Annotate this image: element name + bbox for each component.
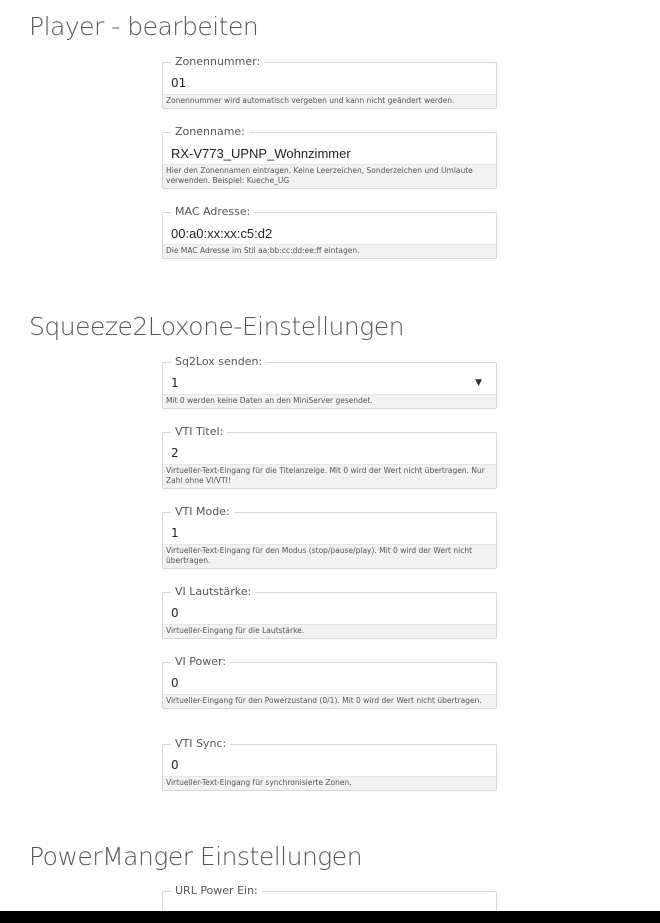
vi-power-help: Virtueller-Eingang für den Powerzustand (0/1). Mit 0 wird der Wert nicht übertragen.	[163, 694, 496, 708]
sq2lox-send-select[interactable]	[162, 355, 497, 409]
vti-title-input[interactable]: 2	[171, 446, 179, 460]
vti-sync-input[interactable]: 0	[171, 758, 179, 772]
mac-address-help: Die MAC Adresse im Stil aa:bb:cc:dd:ee:ff eintagen.	[163, 244, 496, 258]
vti-sync-label: VTI Sync:	[171, 737, 230, 751]
url-power-on-label: URL Power Ein:	[171, 884, 262, 898]
vti-mode-label: VTI Mode:	[171, 505, 234, 519]
zone-number-input[interactable]: 01	[171, 76, 187, 90]
vti-sync-help: Virtueller-Text-Eingang für synchronisierte Zonen.	[163, 776, 496, 790]
vti-title-label: VTI Titel:	[171, 425, 227, 439]
zone-name-help: Hier den Zonennamen eintragen. Keine Leerzeichen, Sonderzeichen und Umlaute verwenden. Beispiel: Kueche_UG	[163, 164, 496, 188]
zone-name-label: Zonenname:	[171, 125, 249, 139]
vti-sync-field[interactable]	[162, 737, 497, 791]
mac-address-field[interactable]	[162, 205, 497, 259]
section-title-player: Player - bearbeiten	[29, 12, 259, 41]
sq2lox-send-value[interactable]: 1	[171, 376, 179, 390]
vi-volume-label: VI Lautstärke:	[171, 585, 255, 599]
sq2lox-send-help: Mit 0 werden keine Daten an den MiniServer gesendet.	[163, 394, 496, 408]
sq2lox-send-label: Sq2Lox senden:	[171, 355, 266, 369]
vi-power-field[interactable]	[162, 655, 497, 709]
vti-title-help: Virtueller-Text-Eingang für die Titelanzeige. Mit 0 wird der Wert nicht übertragen. Nur Zahl ohne VI/VTI!	[163, 464, 496, 488]
vi-volume-help: Virtueller-Eingang für die Lautstärke.	[163, 624, 496, 638]
vi-power-label: VI Power:	[171, 655, 230, 669]
zone-name-input[interactable]: RX-V773_UPNP_Wohnzimmer	[171, 146, 351, 161]
vi-volume-input[interactable]: 0	[171, 606, 179, 620]
mac-address-input[interactable]: 00:a0:xx:xx:c5:d2	[171, 226, 273, 241]
vti-mode-field[interactable]	[162, 505, 497, 569]
zone-number-help: Zonennummer wird automatisch vergeben und kann nicht geändert werden.	[163, 94, 496, 108]
vi-volume-field[interactable]	[162, 585, 497, 639]
zone-number-label: Zonennummer:	[171, 55, 264, 69]
section-title-power: PowerManger Einstellungen	[29, 842, 363, 871]
section-title-squeeze: Squeeze2Loxone-Einstellungen	[29, 312, 404, 341]
vti-mode-input[interactable]: 1	[171, 526, 179, 540]
vi-power-input[interactable]: 0	[171, 676, 179, 690]
vti-title-field[interactable]	[162, 425, 497, 489]
zone-name-field[interactable]	[162, 125, 497, 189]
bottom-edge-bar	[0, 911, 660, 923]
caret-down-icon[interactable]: ▼	[475, 378, 482, 388]
zone-number-field[interactable]	[162, 55, 497, 109]
mac-address-label: MAC Adresse:	[171, 205, 254, 219]
vti-mode-help: Virtueller-Text-Eingang für den Modus (stop/pause/play). Mit 0 wird der Wert nicht übertragen.	[163, 544, 496, 568]
